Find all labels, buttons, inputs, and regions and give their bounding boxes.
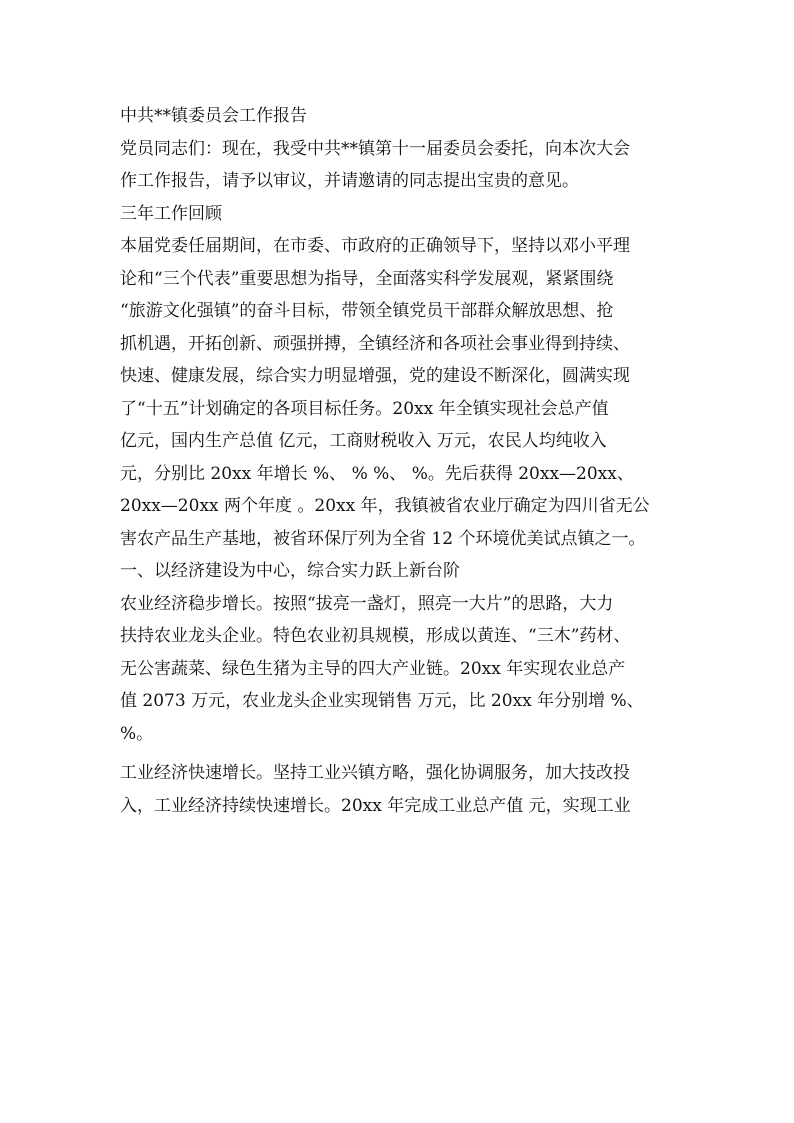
review-paragraph [120, 230, 676, 555]
text-line: %。 [120, 723, 154, 744]
text-line: 害农产品生产基地，被省环保厅列为全省 12 个环境优美试点镇之一。 [120, 528, 646, 549]
text-line: 农业经济稳步增长。按照“拔亮一盏灯，照亮一大片”的思路，大力 [120, 593, 614, 614]
industry-paragraph [120, 757, 676, 822]
report-title [120, 100, 676, 133]
text-line: 值 2073 万元，农业龙头企业实现销售 万元，比 20xx 年分别增 %、 [120, 691, 644, 711]
text-line: 无公害蔬菜、绿色生猪为主导的四大产业链。20xx 年实现农业总产 [120, 658, 626, 679]
text-line: 20xx—20xx 两个年度 。20xx 年，我镇被省农业厅确定为四川省无公 [120, 496, 650, 516]
greeting-paragraph [120, 133, 676, 198]
text-line: 论和“三个代表”重要思想为指导，全面落实科学发展观，紧紧围绕 [120, 268, 614, 289]
text-line: 入，工业经济持续快速增长。20xx 年完成工业总产值 元，实现工业 [120, 795, 631, 816]
heading-line: 三年工作回顾 [120, 203, 222, 224]
section-heading-economy [120, 555, 676, 588]
text-line: 亿元，国内生产总值 亿元，工商财税收入 万元，农民人均纯收入 [120, 431, 607, 451]
section-heading-review [120, 198, 676, 231]
title-line: 中共**镇委员会工作报告 [120, 106, 307, 126]
text-line: 工业经济快速增长。坚持工业兴镇方略，强化协调服务，加大技改投 [120, 763, 630, 783]
text-line: “旅游文化强镇”的奋斗目标，带领全镇党员干部群众解放思想、抢 [120, 301, 614, 321]
heading-line: 一、以经济建设为中心，综合实力跃上新台阶 [120, 561, 460, 581]
agriculture-paragraph [120, 588, 676, 751]
text-line: 抓机遇，开拓创新、顽强拼搏，全镇经济和各项社会事业得到持续、 [120, 333, 630, 354]
text-line: 快速、健康发展，综合实力明显增强，党的建设不断深化，圆满实现 [120, 366, 630, 386]
document-body [120, 100, 676, 822]
text-line: 作工作报告，请予以审议，并请邀请的同志提出宝贵的意见。 [120, 171, 579, 191]
text-line: 本届党委任届期间，在市委、市政府的正确领导下，坚持以邓小平理 [120, 236, 630, 256]
text-line: 了“十五”计划确定的各项目标任务。20xx 年全镇实现社会总产值 [120, 398, 609, 419]
text-line: 党员同志们：现在，我受中共**镇第十一届委员会委托，向本次大会 [120, 138, 630, 159]
text-line: 元，分别比 20xx 年增长 %、 % %、 %。先后获得 20xx—20xx、 [120, 463, 634, 484]
text-line: 扶持农业龙头企业。特色农业初具规模，形成以黄连、“三木”药材、 [120, 626, 631, 646]
paragraph-spacer [120, 750, 676, 757]
